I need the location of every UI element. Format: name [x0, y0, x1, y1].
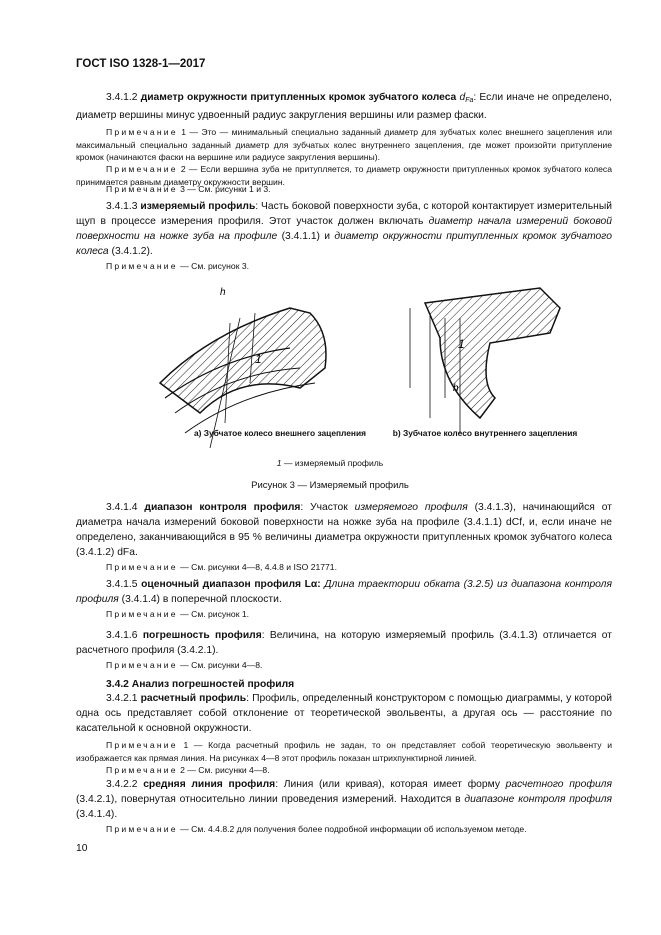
svg-text:h: h	[220, 287, 226, 298]
note-3-4-1-3: Примечание — См. рисунок 3.	[106, 261, 250, 271]
paragraph-3-4-1-4: 3.4.1.4 диапазон контроля профиля: Участок измеряемого профиля (3.4.1.3), начинающийся от диаметра начала измерений боковой поверхности на ножке зуба на профиле (3.4.1.1) dCf, и, если иначе не определено, заканчивающийся в 95 % величины диаметра окружности притупленных кромок зубчатого колеса (3.4.1.2) dFa.	[76, 502, 612, 558]
internal-gear-drawing	[410, 288, 560, 433]
note-1-3-4-1-2: Примечание 1 — Это — минимальный специально заданный диаметр для зубчатых колес внешнего зацепления или максимальный специально заданный диаметр для зубчатых колес внутреннего зацепления, где может произойти притупление кромок (начинаются фаски на вершине или радиусе закругления вершины).	[76, 127, 613, 162]
section-3-4-2-heading: 3.4.2 Анализ погрешностей профиля	[106, 679, 295, 690]
note-3-4-1-4: Примечание — См. рисунки 4—8, 4.4.8 и ISO 21771.	[106, 562, 337, 572]
paragraph-3-4-1-2: 3.4.1.2 диаметр окружности притупленных кромок зубчатого колеса $d_{Fa}$: Если иначе не определено, диаметр вершины минус удвоенный радиус закругления вершины или размер фаски.	[76, 92, 612, 121]
standard-header: ГОСТ ISO 1328-1—2017	[76, 58, 206, 70]
external-gear-drawing	[160, 287, 326, 448]
note-2-3-4-2-1: Примечание 2 — См. рисунки 4—8.	[106, 765, 270, 775]
figure-title: Рисунок 3 — Измеряемый профиль	[251, 480, 409, 491]
paragraph-3-4-1-5: 3.4.1.5 оценочный диапазон профиля Lα: Длина траектории обката (3.2.5) из диапазона контроля профиля (3.4.1.4) в поперечной плоскости.	[76, 579, 612, 605]
figure-caption-b: b) Зубчатое колесо внутреннего зацепления	[392, 428, 578, 438]
figure-caption-a: a) Зубчатое колесо внешнего зацепления	[193, 428, 367, 438]
note-1-3-4-2-1: Примечание 1 — Когда расчетный профиль не задан, то он представляет собой теоретическую эвольвенту и изображается как прямая линия. На рисунках 4—8 этот профиль показан штрихпунктирной линией.	[76, 740, 612, 763]
profile-label-1-right: 1	[458, 337, 465, 351]
paragraph-3-4-1-6: 3.4.1.6 погрешность профиля: Величина, на которую измеряемый профиль (3.4.1.3) отличается от расчетного профиля (3.4.2.1).	[76, 630, 612, 656]
paragraph-3-4-2-2: 3.4.2.2 средняя линия профиля: Линия (или кривая), которая имеет форму расчетного профиля (3.4.2.1), повернутая относительно линии проведения измерений. Находится в диапазоне контроля профиля (3.4.1.4).	[76, 779, 613, 820]
svg-text:h: h	[453, 383, 459, 394]
paragraph-3-4-2-1: 3.4.2.1 расчетный профиль: Профиль, определенный конструктором с помощью диаграммы, у которой одна ось представляет собой отклонение от теоретической эвольвенты, а другая ось — расстояние по касательной к основной окружности.	[76, 693, 612, 734]
note-3-4-1-6: Примечание — См. рисунки 4—8.	[106, 660, 263, 670]
profile-label-1-left: 1	[255, 352, 262, 366]
figure-legend: 1 — измеряемый профиль	[276, 458, 384, 468]
page-number: 10	[76, 843, 88, 854]
note-3-3-4-1-2: Примечание 3 — См. рисунки 1 и 3.	[106, 184, 271, 194]
note-3-4-2-2: Примечание — См. 4.4.8.2 для получения более подробной информации об используемом методе.	[106, 824, 527, 834]
note-3-4-1-5: Примечание — См. рисунок 1.	[106, 609, 250, 619]
paragraph-3-4-1-3: 3.4.1.3 измеряемый профиль: Часть боковой поверхности зуба, с которой контактирует измерительный щуп в процессе измерения профиля. Этот участок должен включать диаметр начала измерений боковой поверхности на ножке зуба на профиле (3.4.1.1) и диаметр окружности притупленных кромок зубчатого колеса (3.4.1.2).	[76, 201, 612, 257]
note-2-3-4-1-2: Примечание 2 — Если вершина зуба не притупляется, то диаметр окружности притупленных кромок зубчатого колеса принимается равным диаметру окружности вершин.	[76, 164, 613, 187]
